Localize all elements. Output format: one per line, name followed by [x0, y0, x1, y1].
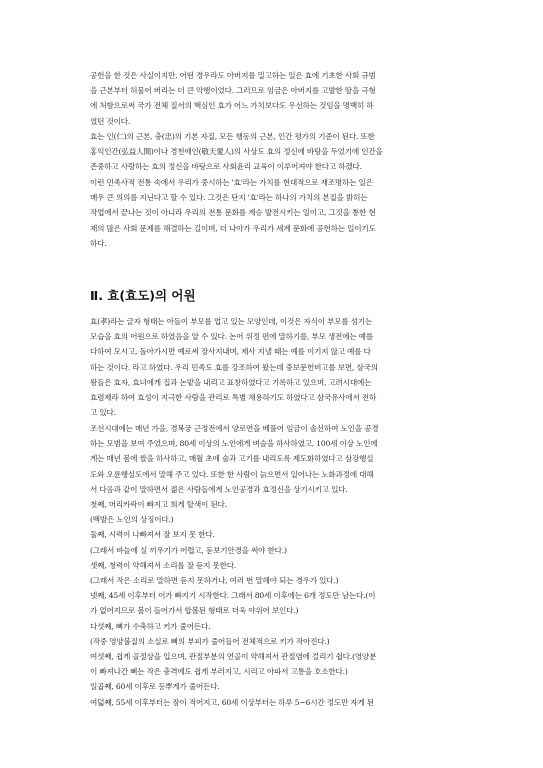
text-line: 을 근본부터 허물어 버리는 더 큰 악행이었다. 그러므로 임금은 아버지를 고발한 딸을 극형 [90, 86, 376, 96]
text-line: 다하여 모시고, 돌아가시면 예로써 장사지내며, 제사 지낼 때는 예를 이기지 않고 예를 다 [90, 347, 371, 357]
paragraph-modern-significance [90, 175, 470, 251]
text-line: 작업에서 끝나는 것이 아니라 우리의 전통 문화를 계승 발전시키는 일이고, 그것을 통한 현 [90, 208, 376, 218]
text-line: 효(孝)라는 글자 형태는 아들이 부모를 업고 있는 모양인데, 이것은 자식이 부모를 섬기는 [90, 317, 373, 326]
section-heading: Ⅱ. 효(효도)의 어원 [90, 288, 196, 303]
text-line: 고 있다. [90, 408, 116, 418]
list-item: 다섯째, 뼈가 수축하고 키가 줄어든다. [90, 621, 211, 631]
text-line: 존중하고 사랑하는 효의 정신을 바탕으로 사회윤리 교육이 이루어져야 한다고 하겠다. [90, 162, 362, 172]
list-item: 넷째, 45세 이후부터 이가 빠지기 시작한다. 그래서 80세 이후에는 6개 정도만 남는다.(이 [90, 591, 376, 601]
text-line: 모습을 효의 어원으로 하였음을 알 수 있다. 논어 위정 편에 말하기를, 부모 생전에는 예를 [90, 332, 373, 342]
list-item: 여덟째, 55세 이후부터는 잠이 적어지고, 60세 이상부터는 하루 5~6시간 정도만 자게 된 [90, 697, 374, 707]
text-line: 홍익인간(弘益人間)이나 경천애인(敬天愛人)의 사상도 효의 정신에 바탕을 두었기에 인간을 [90, 147, 383, 157]
aging-list [90, 497, 470, 710]
list-item: 일곱째, 60세 이후로 등뿌게가 줄어든다. [90, 682, 220, 692]
text-line: 에 처함으로써 국가 전체 질서의 핵심인 효가 어느 가치보다도 우선하는 것임을 명백히 하 [90, 101, 374, 111]
list-item: (그래서 작은 소리로 말하면 듣지 못하거나, 여러 번 말해야 되는 경우가 있다.) [90, 576, 339, 586]
paragraph-hyo-foundation [90, 129, 470, 175]
text-line: 하는 것이다. 라고 하였다. 우리 민족도 효를 강조하여 왔는데 중보문헌비고를 보면, 삼국의 [90, 362, 378, 372]
text-line: 였던 것이다. [90, 116, 131, 126]
text-line: 효는 인(仁)의 근본, 충(忠)의 기본 자질, 모든 행동의 근본, 인간 평가의 기준이 된다. 또한 [90, 132, 375, 141]
list-item: 이 빠져나간 뼈는 작은 충격에도 쉽게 부러지고, 시리고 아파서 고통을 호소한다.) [90, 667, 348, 677]
list-item: 둘째, 시력이 나빠져서 잘 보지 못 한다. [90, 530, 215, 540]
list-item: (작중 영양불질의 소실로 뼈의 부피가 줄어들어 전체적으로 키가 작아진다.) [90, 636, 330, 646]
list-item: 여섯째, 쉽게 골절상을 입으며, 관절부분의 연골이 약해져서 관절염에 걸리기 쉽다.(영양분 [90, 652, 377, 662]
text-line: 조선시대에는 매년 가을, 경복궁 근정전에서 양로연을 베풀어 임금이 솔선하여 노인을 공경 [90, 424, 379, 433]
text-line: 하다. [90, 238, 107, 248]
list-item: 첫째, 머리카락이 빠지고 희게 탈색이 된다. [90, 500, 227, 509]
text-line: 하는 모범을 보여 주었으며, 80세 이상의 노인에게 벼슬을 하사하였고, 100세 이상 노인에 [90, 439, 378, 449]
paragraph-joseon [90, 421, 470, 497]
text-line: 공헌을 한 것은 사실이지만, 어떤 경우라도 아버지를 밀고하는 일은 효에 기초한 사회 규범 [90, 71, 376, 80]
text-line: 왕들은 효자, 효녀에게 집과 논밭을 내리고 표창하였다고 기록하고 있으며, 고려시대에는 [90, 377, 372, 387]
paragraph-etymology [90, 314, 470, 420]
text-line: 이런 민족사적 전통 속에서 우리가 중시하는 '효'라는 가치를 현대적으로 재조명하는 일은 [90, 178, 373, 187]
paragraph-intro-continuation [90, 68, 470, 129]
text-line: 매우 큰 의의를 지닌다고 할 수 있다. 그것은 단지 '효'라는 하나의 가치의 본질을 밝히는 [90, 193, 368, 203]
list-item: 가 없어지므로 볼이 들어가서 합볼된 형태로 더욱 야위어 보인다.) [90, 606, 299, 616]
text-line: 재의 많은 사회 문제를 해결하는 길이며, 더 나아가 우리가 세계 문화에 공헌하는 일이기도 [90, 223, 376, 233]
list-item: 셋째, 청력이 약해져서 소리를 잘 듣지 못한다. [90, 560, 237, 570]
text-line: 도와 오륜행실도에서 말해 주고 있다. 또한 한 사람이 늙으면서 일어나는 노화과정에 대해 [90, 469, 374, 479]
list-item: (그래서 바늘에 실 끼우기가 어렵고, 돋보기안경을 써야 한다.) [90, 545, 287, 555]
list-item: (백발은 노인의 상징이다.) [90, 515, 174, 525]
text-line: 효렴제라 하여 효성이 지극한 사람을 관리로 특별 채용하기도 하였다고 삼국유사에서 전하 [90, 393, 377, 403]
text-line: 서 다음과 같이 말하면서 젊은 사람들에게 노인공경과 효정신을 상기시키고 있다. [90, 484, 348, 494]
text-line: 게는 매년 봄에 쌀을 하사하고, 매월 초에 술과 고기를 내리도록 제도화하였다고 삼강행실 [90, 454, 374, 464]
